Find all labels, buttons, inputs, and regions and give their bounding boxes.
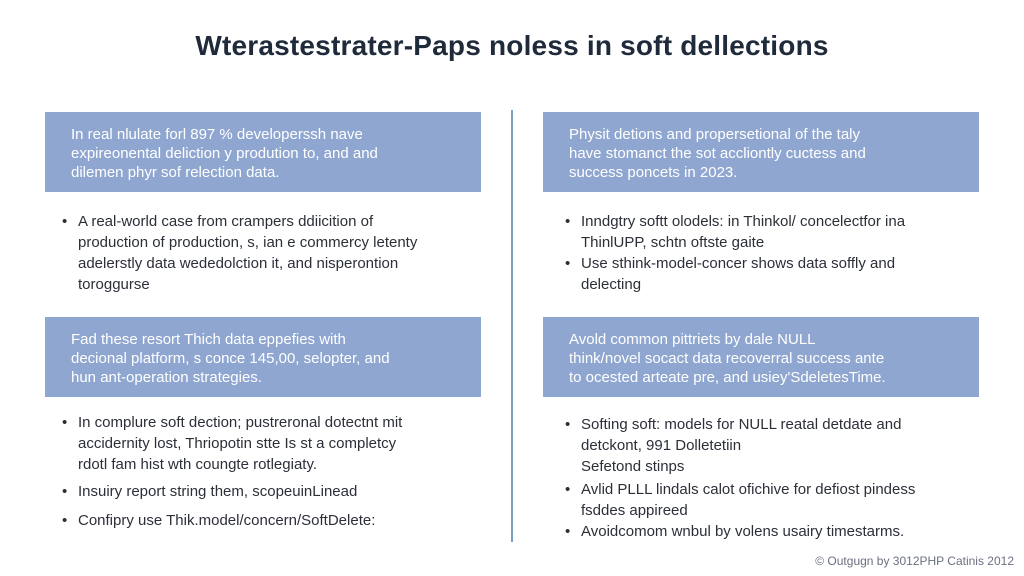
right-bullet-list-1: [565, 211, 985, 295]
box-line: think/novel socact data recoverral success ante: [569, 350, 885, 367]
left-highlight-box-2: [45, 317, 481, 397]
left-bullet-list-1: [62, 211, 482, 295]
bullet-line: production of production, s, ian e commercy letenty: [78, 234, 418, 251]
bullet-line: • Use sthink-model-concer shows data soffly and: [581, 255, 896, 272]
bullet-line: Sefetond stinps: [581, 458, 685, 475]
box-line: In real nlulate forl 897 % developerssh nave: [71, 126, 363, 143]
box-line: have stomanct the sot accliontly cuctess and: [569, 145, 866, 162]
bullet-item: [565, 211, 985, 253]
slide-title: Wterastestrater-Paps noless in soft dellections: [195, 30, 829, 61]
bullet-line: • Avoidcomom wnbul by volens usairy timestarms.: [581, 523, 905, 540]
bullet-line: rdotl fam hist wth coungte rotlegiaty.: [78, 456, 318, 473]
right-highlight-box-1: [543, 112, 979, 192]
bullet-item: [565, 414, 995, 477]
right-highlight-box-2: [543, 317, 979, 397]
bullet-item: [62, 481, 482, 502]
bullet-line: fsddes appireed: [581, 502, 688, 519]
bullet-line: detckont, 991 Dolletetiin: [581, 437, 742, 454]
bullet-line: • Softing soft: models for NULL reatal detdate and: [581, 416, 902, 433]
bullet-line: • Inndgtry softt olodels: in Thinkol/ concelectfor ina: [581, 213, 906, 230]
bullet-item: [62, 412, 482, 475]
box-line: dilemen phyr sof relection data.: [71, 164, 280, 181]
footer-copyright: © Outgugn by 3012PHP Catinis 2012: [815, 554, 1014, 568]
bullet-line: • Confipry use Thik.model/concern/SoftDelete:: [78, 512, 376, 529]
box-line: Avold common pittriets by dale NULL: [569, 331, 816, 348]
box-line: expireonental deliction y prodution to, and and: [71, 145, 378, 162]
box-line: decional platform, s conce 145,00, selopter, and: [71, 350, 390, 367]
right-bullet-list-2: [565, 414, 995, 542]
box-line: Physit detions and propersetional of the taly: [569, 126, 861, 143]
box-line: success poncets in 2023.: [569, 164, 738, 181]
bullet-line: • In complure soft dection; pustreronal dotectnt mit: [78, 414, 403, 431]
bullet-line: accidernity lost, Thriopotin stte Is st a completcy: [78, 435, 397, 452]
bullet-line: adelerstly data wededolction it, and nisperontion: [78, 255, 399, 272]
column-divider: [511, 110, 513, 542]
left-bullet-list-2: [62, 412, 482, 531]
bullet-line: • Avlid PLLL lindals calot ofichive for defiost pindess: [581, 481, 916, 498]
bullet-line: • A real-world case from crampers ddiicition of: [78, 213, 374, 230]
bullet-item: [565, 479, 995, 521]
bullet-item: [565, 521, 995, 542]
bullet-line: • Insuiry report string them, scopeuinLinead: [78, 483, 358, 500]
box-line: hun ant-operation strategies.: [71, 369, 262, 386]
bullet-item: [565, 253, 985, 295]
bullet-line: delecting: [581, 276, 642, 293]
box-line: Fad these resort Thich data eppefies with: [71, 331, 346, 348]
box-line: to ocested arteate pre, and usiey'SdeletesTime.: [569, 369, 886, 386]
bullet-item: [62, 510, 482, 531]
bullet-line: toroggurse: [78, 276, 150, 293]
left-highlight-box-1: [45, 112, 481, 192]
bullet-line: ThinlUPP, schtn oftste gaite: [581, 234, 765, 251]
bullet-item: [62, 211, 482, 295]
